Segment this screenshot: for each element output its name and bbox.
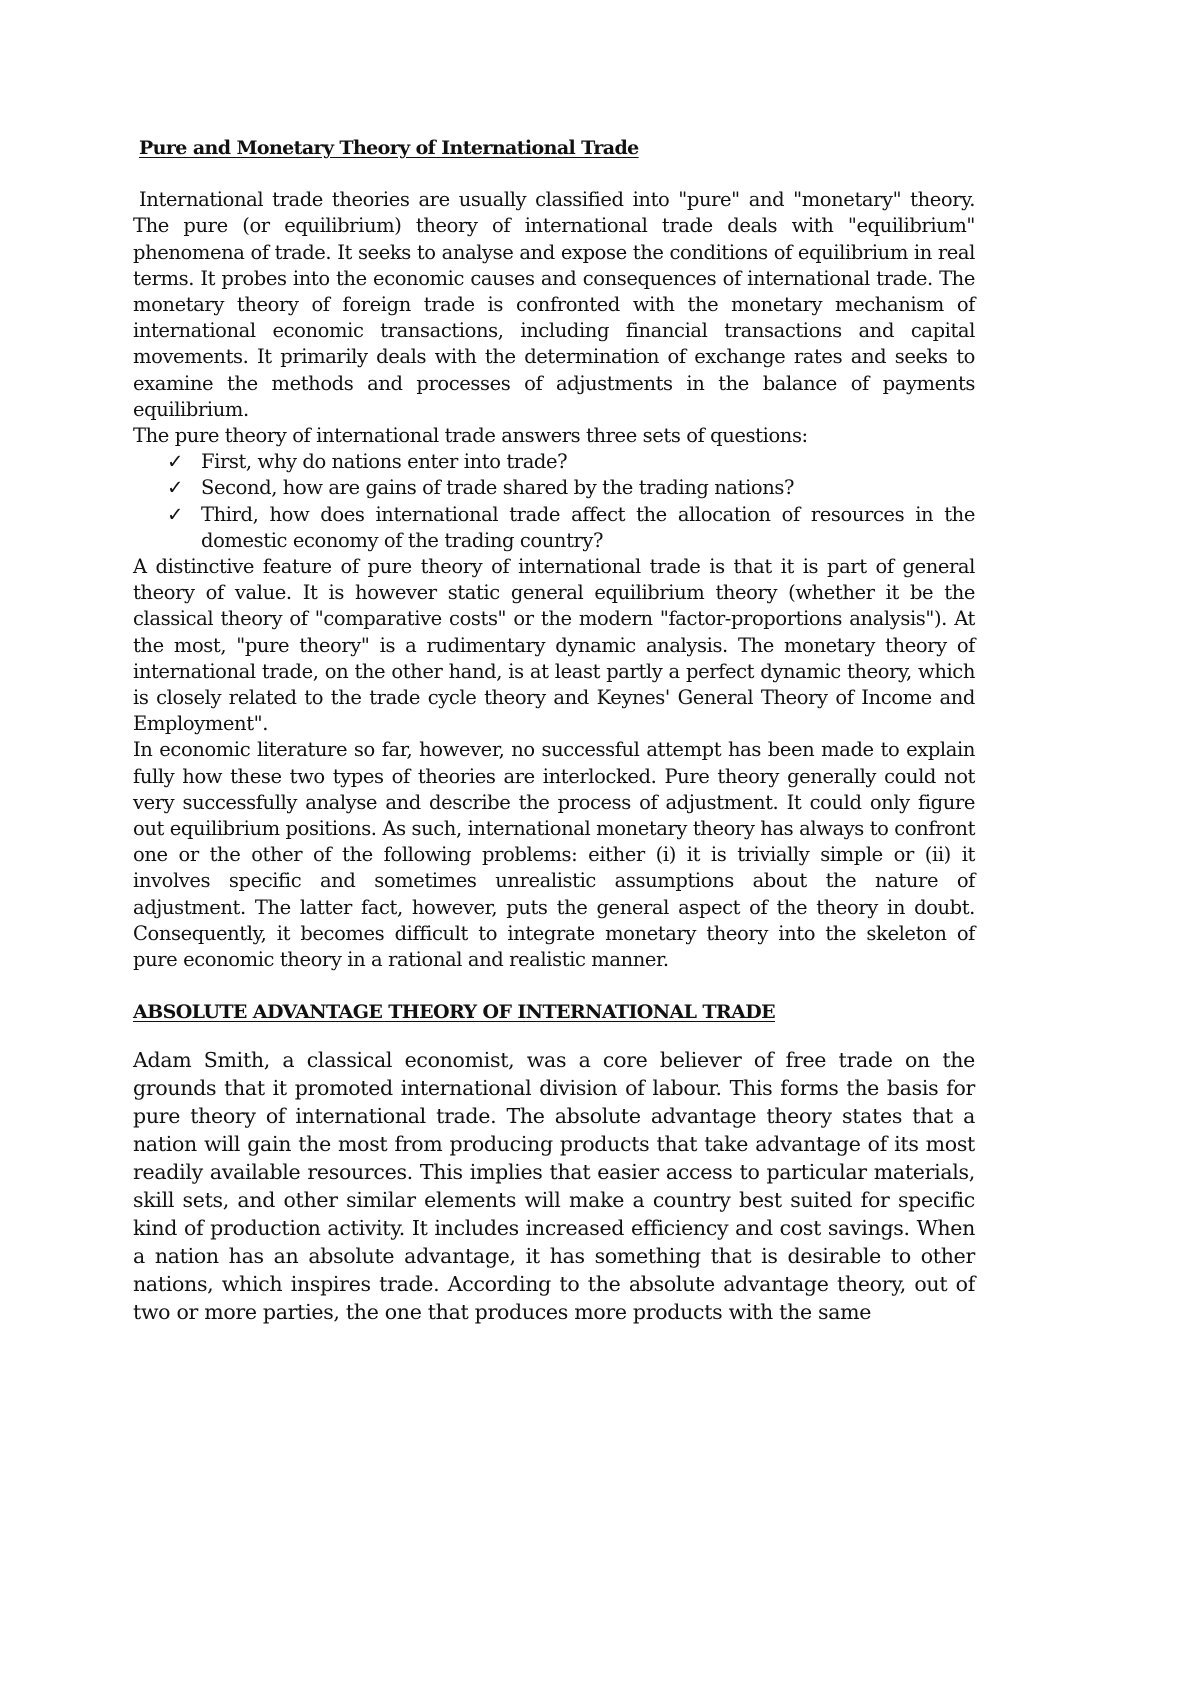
checkmark-icon: ✓: [167, 502, 183, 526]
absolute-advantage-paragraph: Adam Smith, a classical economist, was a core believer of free trade on the grounds that it promoted international division of labour. This forms the basis for pure theory of international trade. The absolute advantage theory states that a nation will gain the most from producing products that take advantage of its most readily available resources. This implies that easier access to particular materials, skill sets, and other similar elements will make a country best suited for specific kind of production activity. It includes increased efficiency and cost savings. When a nation has an absolute advantage, it has something that is desirable to other nations, which inspires trade. According to the absolute advantage theory, out of two or more parties, the one that produces more products with the same: [133, 1047, 975, 1324]
question-text: First, why do nations enter into trade?: [201, 450, 568, 474]
list-item: [167, 449, 975, 475]
question-text: Third, how does international trade affect the allocation of resources in the domestic economy of the trading country?: [201, 502, 975, 552]
questions-list: [133, 449, 975, 554]
questions-intro: The pure theory of international trade answers three sets of questions:: [133, 424, 808, 448]
checkmark-icon: ✓: [167, 450, 183, 474]
list-item: [167, 502, 975, 554]
document-title: Pure and Monetary Theory of International Trade: [139, 137, 639, 159]
intro-paragraph: International trade theories are usually classified into "pure" and "monetary" theory. The pure (or equilibrium) theory of international trade deals with "equilibrium" phenomena of trade. It seeks to analyse and expose the conditions of equilibrium in real terms. It probes into the economic causes and consequences of international trade. The monetary theory of foreign trade is confronted with the monetary mechanism of international economic transactions, including financial transactions and capital movements. It primarily deals with the determination of exchange rates and seeks to examine the methods and processes of adjustments in the balance of payments equilibrium.: [133, 188, 975, 421]
literature-paragraph: In economic literature so far, however, no successful attempt has been made to explain fully how these two types of theories are interlocked. Pure theory generally could not very successfully analyse and describe the process of adjustment. It could only figure out equilibrium positions. As such, international monetary theory has always to confront one or the other of the following problems: either (i) it is trivially simple or (ii) it involves specific and sometimes unrealistic assumptions about the nature of adjustment. The latter fact, however, puts the general aspect of the theory in doubt. Consequently, it becomes difficult to integrate monetary theory into the skeleton of pure economic theory in a rational and realistic manner.: [133, 738, 975, 972]
list-item: [167, 475, 975, 501]
checkmark-icon: ✓: [167, 476, 183, 500]
question-text: Second, how are gains of trade shared by the trading nations?: [201, 476, 795, 500]
document-page: [133, 135, 975, 1326]
section-heading: ABSOLUTE ADVANTAGE THEORY OF INTERNATIONAL TRADE: [133, 1001, 776, 1024]
distinctive-feature-paragraph: A distinctive feature of pure theory of international trade is that it is part of general theory of value. It is however static general equilibrium theory (whether it be the classical theory of "comparative costs" or the modern "factor-proportions analysis"). At the most, "pure theory" is a rudimentary dynamic analysis. The monetary theory of international trade, on the other hand, is at least partly a perfect dynamic theory, which is closely related to the trade cycle theory and Keynes' General Theory of Income and Employment".: [133, 555, 975, 736]
